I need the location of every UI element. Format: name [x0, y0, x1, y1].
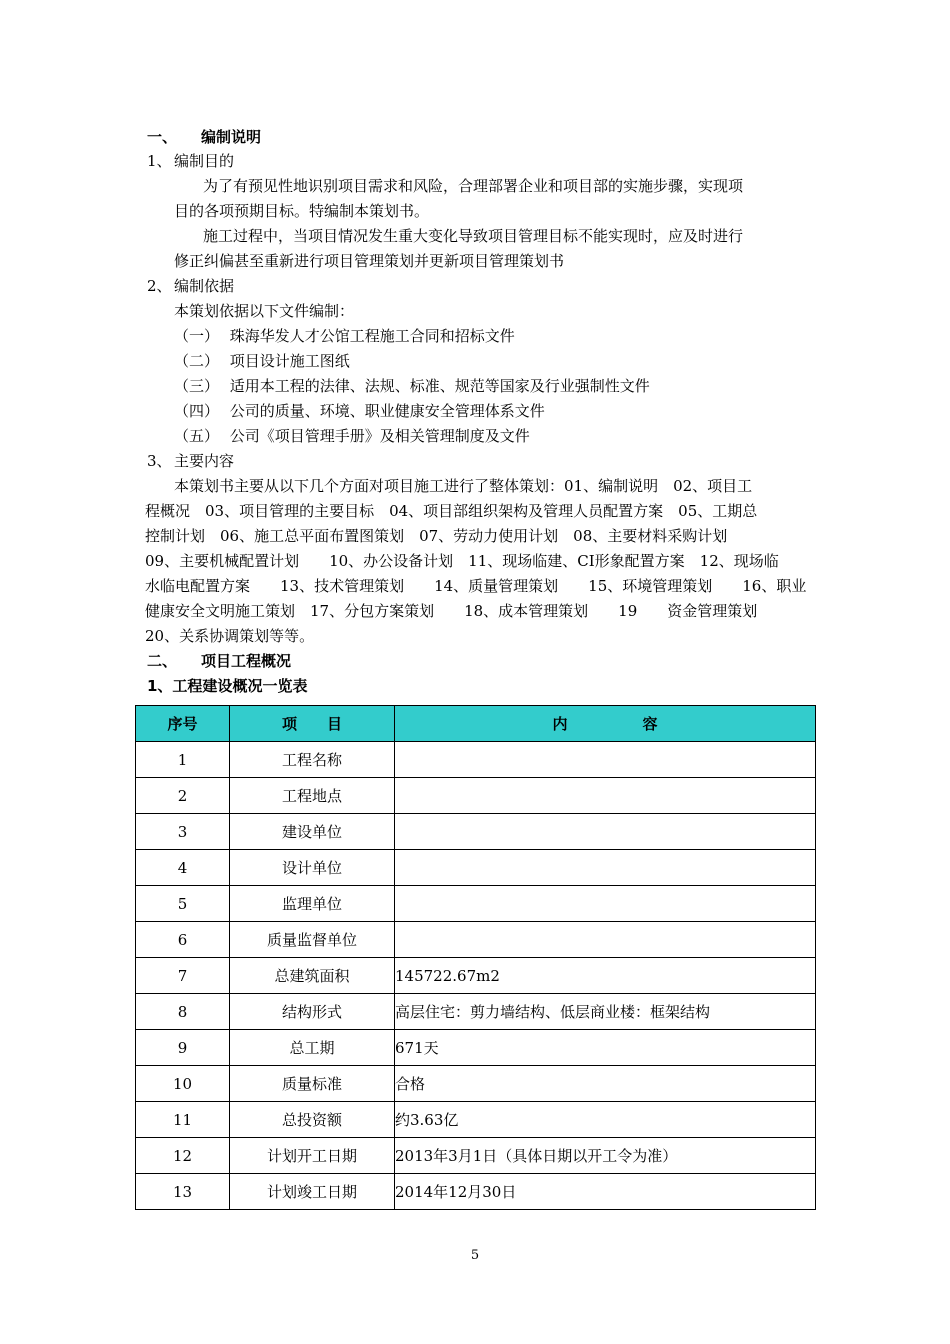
cell-content: 145722.67m2 — [395, 958, 816, 994]
content-line: 程概况 03、项目管理的主要目标 04、项目部组织架构及管理人员配置方案 05、工期总 — [145, 502, 758, 520]
cell-content: 2014年12月30日 — [395, 1174, 816, 1210]
cell-content: 高层住宅：剪力墙结构、低层商业楼：框架结构 — [395, 994, 816, 1030]
cell-item: 工程地点 — [230, 778, 395, 814]
table-title: 1、工程建设概况一览表 — [147, 677, 308, 695]
cell-item: 计划竣工日期 — [230, 1174, 395, 1210]
cell-item: 建设单位 — [230, 814, 395, 850]
table-row — [136, 994, 816, 1030]
cell-content — [395, 850, 816, 886]
sub2-title: 编制依据 — [174, 277, 235, 295]
purpose-para2-line1: 施工过程中，当项目情况发生重大变化导致项目管理目标不能实现时，应及时进行 — [203, 227, 744, 245]
table-row — [136, 1066, 816, 1102]
basis-item — [174, 351, 350, 371]
cell-content — [395, 922, 816, 958]
table-row — [136, 886, 816, 922]
table-row — [136, 1174, 816, 1210]
basis-item — [174, 426, 530, 446]
cell-index: 10 — [136, 1066, 230, 1102]
cell-index: 11 — [136, 1102, 230, 1138]
sub3-title: 主要内容 — [174, 452, 235, 470]
table-row — [136, 1102, 816, 1138]
section2-heading: 项目工程概况 — [201, 652, 292, 670]
sub3-number: 3、 — [147, 452, 172, 470]
content-line: 本策划书主要从以下几个方面对项目施工进行了整体策划：01、编制说明 02、项目工 — [174, 477, 753, 495]
overview-table — [135, 705, 816, 1210]
cell-item: 监理单位 — [230, 886, 395, 922]
cell-item: 设计单位 — [230, 850, 395, 886]
content-line: 20、关系协调策划等等。 — [145, 627, 315, 645]
cell-content — [395, 778, 816, 814]
cell-content — [395, 886, 816, 922]
table-row — [136, 814, 816, 850]
table-header-row — [136, 706, 816, 742]
cell-index: 2 — [136, 778, 230, 814]
basis-item-number: （五） — [174, 427, 220, 445]
basis-item-number: （三） — [174, 377, 220, 395]
basis-item-number: （四） — [174, 402, 220, 420]
section2-heading-number: 二、 — [147, 652, 178, 670]
basis-item-text: 项目设计施工图纸 — [229, 352, 350, 370]
table-row — [136, 1138, 816, 1174]
purpose-para2-line2: 修正纠偏甚至重新进行项目管理策划并更新项目管理策划书 — [174, 252, 565, 270]
cell-index: 9 — [136, 1030, 230, 1066]
cell-index: 8 — [136, 994, 230, 1030]
cell-index: 1 — [136, 742, 230, 778]
sub1-title: 编制目的 — [174, 152, 235, 170]
header-index: 序号 — [136, 706, 230, 742]
sub1-number: 1、 — [147, 152, 172, 170]
header-content: 内 容 — [395, 706, 816, 742]
cell-index: 5 — [136, 886, 230, 922]
cell-content: 约3.63亿 — [395, 1102, 816, 1138]
cell-item: 工程名称 — [230, 742, 395, 778]
content-line: 控制计划 06、施工总平面布置图策划 07、劳动力使用计划 08、主要材料采购计划 — [145, 527, 728, 545]
table-row — [136, 922, 816, 958]
cell-content: 671天 — [395, 1030, 816, 1066]
cell-content: 2013年3月1日（具体日期以开工令为准） — [395, 1138, 816, 1174]
table-row — [136, 850, 816, 886]
cell-item: 结构形式 — [230, 994, 395, 1030]
content-line: 09、主要机械配置计划 10、办公设备计划 11、现场临建、CI形象配置方案 12、现场临 — [145, 552, 779, 570]
basis-item — [174, 401, 545, 421]
cell-item: 总工期 — [230, 1030, 395, 1066]
cell-index: 4 — [136, 850, 230, 886]
cell-content: 合格 — [395, 1066, 816, 1102]
basis-item — [174, 376, 650, 396]
cell-index: 3 — [136, 814, 230, 850]
cell-content — [395, 814, 816, 850]
cell-item: 质量监督单位 — [230, 922, 395, 958]
content-line: 水临电配置方案 13、技术管理策划 14、质量管理策划 15、环境管理策划 16、职业 — [145, 577, 807, 595]
purpose-para1-line1: 为了有预见性地识别项目需求和风险，合理部署企业和项目部的实施步骤，实现项 — [203, 177, 744, 195]
table-row — [136, 958, 816, 994]
header-item: 项 目 — [230, 706, 395, 742]
basis-item-number: （二） — [174, 352, 220, 370]
cell-index: 6 — [136, 922, 230, 958]
cell-content — [395, 742, 816, 778]
cell-item: 总投资额 — [230, 1102, 395, 1138]
basis-item-text: 公司的质量、环境、职业健康安全管理体系文件 — [229, 402, 545, 420]
basis-item-number: （一） — [174, 327, 220, 345]
section1-heading-number: 一、 — [147, 128, 178, 146]
table-row — [136, 778, 816, 814]
cell-item: 计划开工日期 — [230, 1138, 395, 1174]
basis-item-text: 适用本工程的法律、法规、标准、规范等国家及行业强制性文件 — [229, 377, 650, 395]
basis-intro: 本策划依据以下文件编制： — [174, 302, 355, 320]
basis-item-text: 珠海华发人才公馆工程施工合同和招标文件 — [229, 327, 515, 345]
cell-index: 12 — [136, 1138, 230, 1174]
sub2-number: 2、 — [147, 277, 172, 295]
content-line: 健康安全文明施工策划 17、分包方案策划 18、成本管理策划 19 资金管理策划 — [145, 602, 758, 620]
cell-index: 13 — [136, 1174, 230, 1210]
basis-item — [174, 326, 515, 346]
cell-index: 7 — [136, 958, 230, 994]
basis-item-text: 公司《项目管理手册》及相关管理制度及文件 — [229, 427, 530, 445]
cell-item: 总建筑面积 — [230, 958, 395, 994]
section1-heading: 编制说明 — [201, 128, 262, 146]
cell-item: 质量标准 — [230, 1066, 395, 1102]
page-number: 5 — [470, 1248, 480, 1263]
purpose-para1-line2: 目的各项预期目标。特编制本策划书。 — [174, 202, 430, 220]
table-row — [136, 1030, 816, 1066]
table-row — [136, 742, 816, 778]
